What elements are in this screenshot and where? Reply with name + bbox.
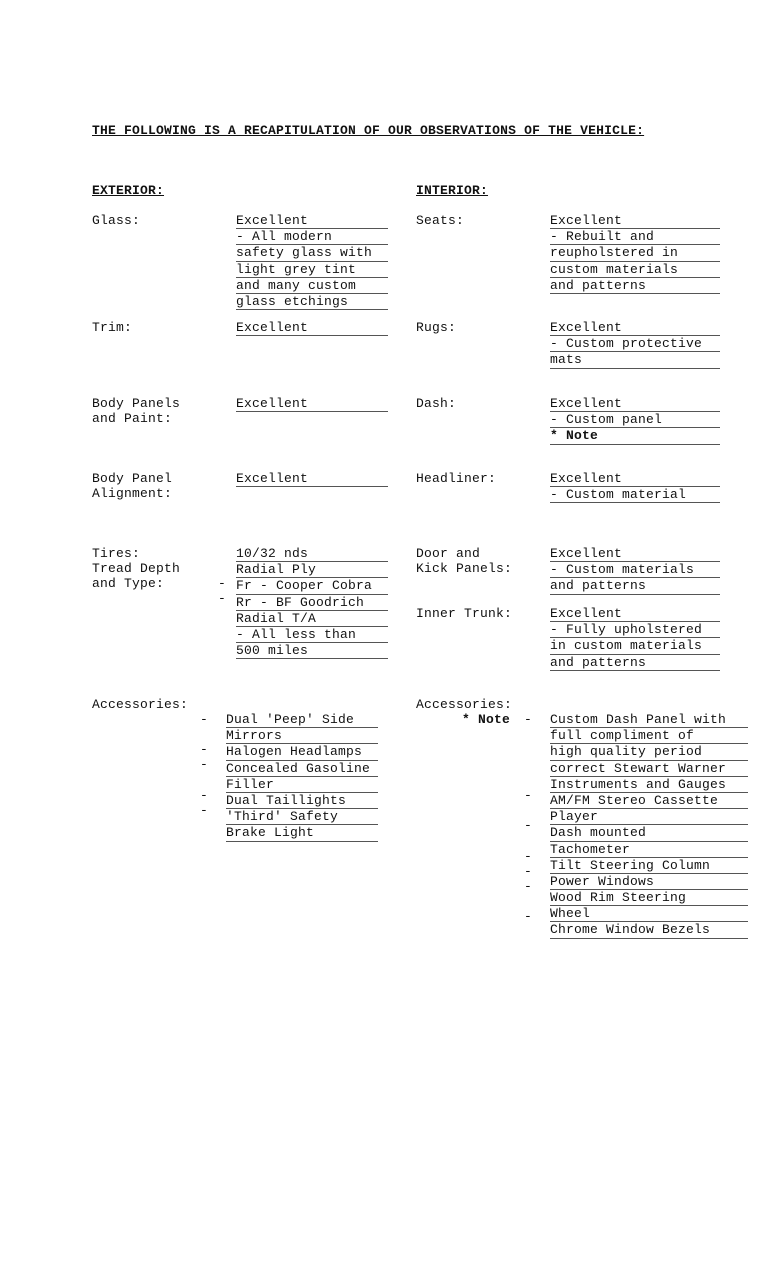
seats-line: Excellent: [550, 213, 720, 229]
ext-accessory-dash: -: [200, 742, 209, 757]
rugs-label: Rugs:: [416, 320, 457, 335]
int-accessory-dash: -: [524, 788, 533, 803]
headliner-line: - Custom material: [550, 487, 720, 503]
trunk-line: Excellent: [550, 606, 720, 622]
glass-line: - All modern: [236, 229, 388, 245]
rugs-line: Excellent: [550, 320, 720, 336]
tires-line: Rr - BF Goodrich: [236, 595, 388, 611]
ext-accessory-dash: -: [200, 803, 209, 818]
int-accessory-line: Wood Rim Steering: [550, 890, 748, 906]
int-accessory-line: high quality period: [550, 744, 748, 760]
ext-accessory-dash: -: [200, 788, 209, 803]
glass-label: Glass:: [92, 213, 141, 228]
body-panels-label: Body Panels and Paint:: [92, 396, 181, 427]
alignment-values: [236, 471, 388, 487]
tires-line: 500 miles: [236, 643, 388, 659]
trim-line: Excellent: [236, 320, 388, 336]
ext-accessory-line: Halogen Headlamps: [226, 744, 378, 760]
int-accessory-line: Tachometer: [550, 842, 748, 858]
headliner-line: Excellent: [550, 471, 720, 487]
dash-label: Dash:: [416, 396, 457, 411]
seats-label: Seats:: [416, 213, 465, 228]
ext-accessory-dash: -: [200, 712, 209, 727]
tires-values: [236, 546, 388, 659]
dash-note: * Note: [550, 428, 720, 444]
trunk-values: [550, 606, 720, 671]
glass-line: light grey tint: [236, 262, 388, 278]
body-panels-line: Excellent: [236, 396, 388, 412]
glass-values: [236, 213, 388, 310]
dash-line: Excellent: [550, 396, 720, 412]
int-accessory-line: Tilt Steering Column: [550, 858, 748, 874]
int-accessory-line: Player: [550, 809, 748, 825]
ext-accessory-line: Dual 'Peep' Side: [226, 712, 378, 728]
int-accessory-dash: -: [524, 712, 533, 727]
ext-accessory-line: 'Third' Safety: [226, 809, 378, 825]
door-values: [550, 546, 720, 595]
tires-line: Radial Ply: [236, 562, 388, 578]
exterior-heading: EXTERIOR:: [92, 183, 165, 198]
tires-line: - All less than: [236, 627, 388, 643]
rugs-values: [550, 320, 720, 369]
tires-line: Radial T/A: [236, 611, 388, 627]
int-accessory-line: AM/FM Stereo Cassette: [550, 793, 748, 809]
ext-accessory-line: Dual Taillights: [226, 793, 378, 809]
ext-accessories-values: [226, 712, 378, 842]
int-accessory-dash: -: [524, 879, 533, 894]
headliner-values: [550, 471, 720, 503]
trunk-label: Inner Trunk:: [416, 606, 513, 621]
trunk-line: in custom materials: [550, 638, 720, 654]
trim-label: Trim:: [92, 320, 133, 335]
ext-accessory-line: Filler: [226, 777, 378, 793]
int-accessory-line: Custom Dash Panel with: [550, 712, 748, 728]
rugs-line: - Custom protective: [550, 336, 720, 352]
dash-line: - Custom panel: [550, 412, 720, 428]
int-accessory-line: Power Windows: [550, 874, 748, 890]
ext-accessory-line: Concealed Gasoline: [226, 761, 378, 777]
seats-line: custom materials: [550, 262, 720, 278]
glass-line: Excellent: [236, 213, 388, 229]
alignment-label: Body Panel Alignment:: [92, 471, 173, 502]
glass-line: glass etchings: [236, 294, 388, 310]
int-accessory-line: full compliment of: [550, 728, 748, 744]
ext-accessory-line: Mirrors: [226, 728, 378, 744]
int-accessories-values: [550, 712, 748, 939]
ext-accessory-line: Brake Light: [226, 825, 378, 841]
trim-values: [236, 320, 388, 336]
int-accessory-line: Chrome Window Bezels: [550, 922, 748, 938]
int-accessory-line: Dash mounted: [550, 825, 748, 841]
trunk-line: - Fully upholstered: [550, 622, 720, 638]
interior-heading: INTERIOR:: [416, 183, 489, 198]
seats-line: and patterns: [550, 278, 720, 294]
int-accessory-dash: -: [524, 864, 533, 879]
int-accessory-line: correct Stewart Warner: [550, 761, 748, 777]
door-label: Door and Kick Panels:: [416, 546, 513, 577]
glass-line: and many custom: [236, 278, 388, 294]
dash-values: [550, 396, 720, 445]
glass-line: safety glass with: [236, 245, 388, 261]
tires-line: Fr - Cooper Cobra: [236, 578, 388, 594]
int-accessory-line: Instruments and Gauges: [550, 777, 748, 793]
rugs-line: mats: [550, 352, 720, 368]
ext-accessory-dash: -: [200, 757, 209, 772]
door-line: Excellent: [550, 546, 720, 562]
door-line: and patterns: [550, 578, 720, 594]
headliner-label: Headliner:: [416, 471, 497, 486]
int-accessory-line: Wheel: [550, 906, 748, 922]
body-panels-values: [236, 396, 388, 412]
page-title: THE FOLLOWING IS A RECAPITULATION OF OUR OBSERVATIONS OF THE VEHICLE:: [92, 123, 645, 138]
tires-dash: -: [218, 591, 227, 606]
door-line: - Custom materials: [550, 562, 720, 578]
alignment-line: Excellent: [236, 471, 388, 487]
tires-line: 10/32 nds: [236, 546, 388, 562]
int-accessory-dash: -: [524, 849, 533, 864]
seats-line: reupholstered in: [550, 245, 720, 261]
tires-dash: -: [218, 576, 227, 591]
int-accessory-dash: -: [524, 818, 533, 833]
seats-line: - Rebuilt and: [550, 229, 720, 245]
seats-values: [550, 213, 720, 294]
trunk-line: and patterns: [550, 655, 720, 671]
int-accessories-note: * Note: [462, 712, 511, 727]
int-accessories-label: Accessories:: [416, 697, 513, 712]
tires-label: Tires: Tread Depth and Type:: [92, 546, 181, 592]
int-accessory-dash: -: [524, 909, 533, 924]
ext-accessories-label: Accessories:: [92, 697, 189, 712]
